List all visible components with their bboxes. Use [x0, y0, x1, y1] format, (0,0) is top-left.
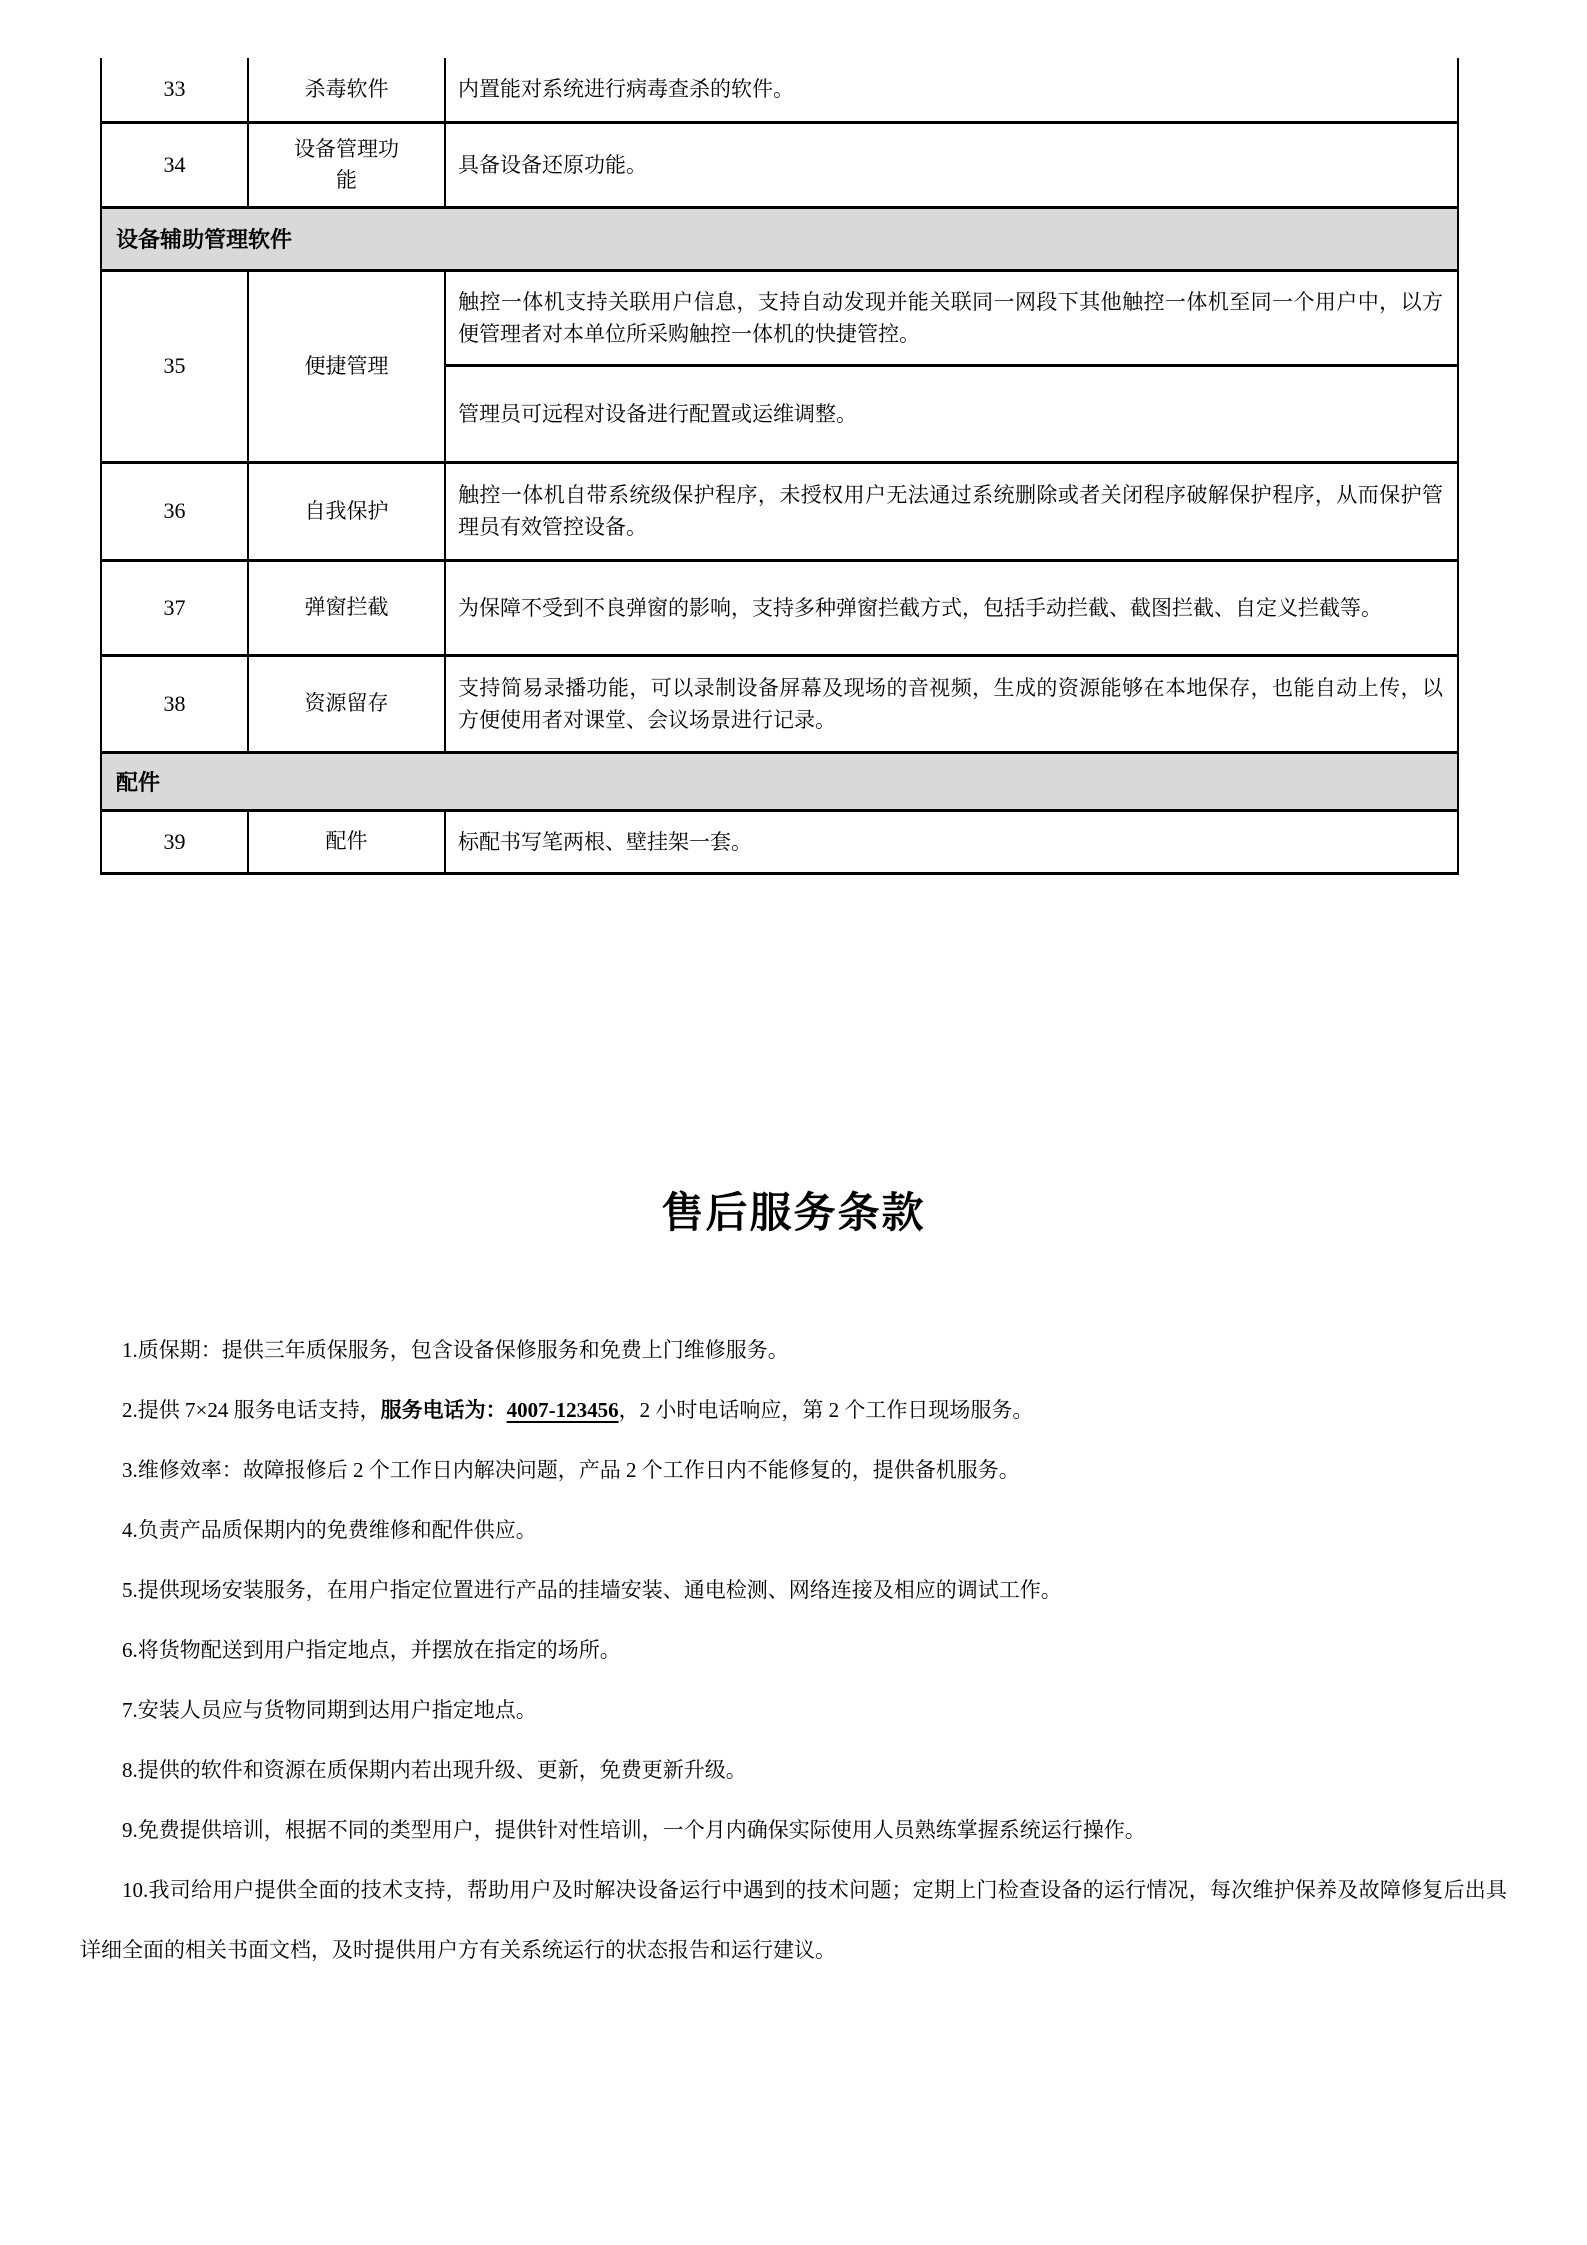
row-number: 38: [101, 655, 248, 752]
table-row: [101, 270, 1458, 365]
feature-desc: 触控一体机自带系统级保护程序，未授权用户无法通过系统删除或者关闭程序破解保护程序，从而保护管理员有效管控设备。: [445, 462, 1458, 560]
table-section-header: [101, 207, 1458, 270]
feature-name: 便捷管理: [248, 270, 445, 462]
section-title: 售后服务条款: [661, 1191, 926, 1237]
term-2-prefix: 2.提供 7×24 服务电话支持，: [122, 1398, 381, 1422]
row-number: 36: [101, 462, 248, 560]
feature-desc: 支持简易录播功能，可以录制设备屏幕及现场的音视频，生成的资源能够在本地保存，也能自动上传，以方便使用者对课堂、会议场景进行记录。: [445, 655, 1458, 752]
table-row: [101, 122, 1458, 207]
row-number: 33: [101, 58, 248, 122]
feature-desc: 为保障不受到不良弹窗的影响，支持多种弹窗拦截方式，包括手动拦截、截图拦截、自定义拦截等。: [445, 560, 1458, 655]
row-number: 37: [101, 560, 248, 655]
feature-name: 杀毒软件: [248, 58, 445, 122]
feature-desc: 内置能对系统进行病毒查杀的软件。: [445, 58, 1458, 122]
service-term-3: 3.维修效率：故障报修后 2 个工作日内解决问题，产品 2 个工作日内不能修复的，提供备机服务。: [122, 1458, 1020, 1482]
term-2-hotline-label: 服务电话为：: [380, 1398, 507, 1422]
row-number: 35: [101, 270, 248, 462]
term-2-hotline-number: 4007-123456: [506, 1398, 619, 1422]
service-term-9: 9.免费提供培训，根据不同的类型用户，提供针对性培训，一个月内确保实际使用人员熟练掌握系统运行操作。: [122, 1818, 1146, 1842]
row-number: 34: [101, 122, 248, 207]
table-section-label: 设备辅助管理软件: [101, 207, 1458, 270]
feature-desc: 具备设备还原功能。: [445, 122, 1458, 207]
table-row: [101, 655, 1458, 752]
service-term-6: 6.将货物配送到用户指定地点，并摆放在指定的场所。: [122, 1638, 621, 1662]
spec-table: [100, 58, 1459, 875]
feature-desc: 标配书写笔两根、壁挂架一套。: [445, 810, 1458, 873]
service-term-10: 10.我司给用户提供全面的技术支持，帮助用户及时解决设备运行中遇到的技术问题；定期上门检查设备的运行情况，每次维护保养及故障修复后出具详细全面的相关书面文档，及时提供用户方有关系统运行的状态报告和运行建议。: [80, 1878, 1507, 1962]
feature-name: 资源留存: [248, 655, 445, 752]
service-term-1: 1.质保期：提供三年质保服务，包含设备保修服务和免费上门维修服务。: [122, 1338, 789, 1362]
table-section-label: 配件: [101, 752, 1458, 810]
feature-desc: 管理员可远程对设备进行配置或运维调整。: [445, 365, 1458, 462]
term-2-suffix: ，2 小时电话响应，第 2 个工作日现场服务。: [618, 1398, 1034, 1422]
feature-name: 弹窗拦截: [248, 560, 445, 655]
feature-name: 设备管理功能: [248, 122, 445, 207]
service-term-5: 5.提供现场安装服务，在用户指定位置进行产品的挂墙安装、通电检测、网络连接及相应的调试工作。: [122, 1578, 1062, 1602]
feature-desc: 触控一体机支持关联用户信息，支持自动发现并能关联同一网段下其他触控一体机至同一个用户中，以方便管理者对本单位所采购触控一体机的快捷管控。: [445, 270, 1458, 365]
feature-name: 配件: [248, 810, 445, 873]
feature-name: 自我保护: [248, 462, 445, 560]
table-row: [101, 58, 1458, 122]
service-term-2: [80, 1380, 1507, 1440]
service-term-7: 7.安装人员应与货物同期到达用户指定地点。: [122, 1698, 537, 1722]
table-row: [101, 462, 1458, 560]
row-number: 39: [101, 810, 248, 873]
service-term-4: 4.负责产品质保期内的免费维修和配件供应。: [122, 1518, 537, 1542]
service-term-8: 8.提供的软件和资源在质保期内若出现升级、更新，免费更新升级。: [122, 1758, 747, 1782]
table-section-header: [101, 752, 1458, 810]
table-row: [101, 810, 1458, 873]
table-row: [101, 560, 1458, 655]
service-terms-list: [80, 1320, 1507, 1980]
